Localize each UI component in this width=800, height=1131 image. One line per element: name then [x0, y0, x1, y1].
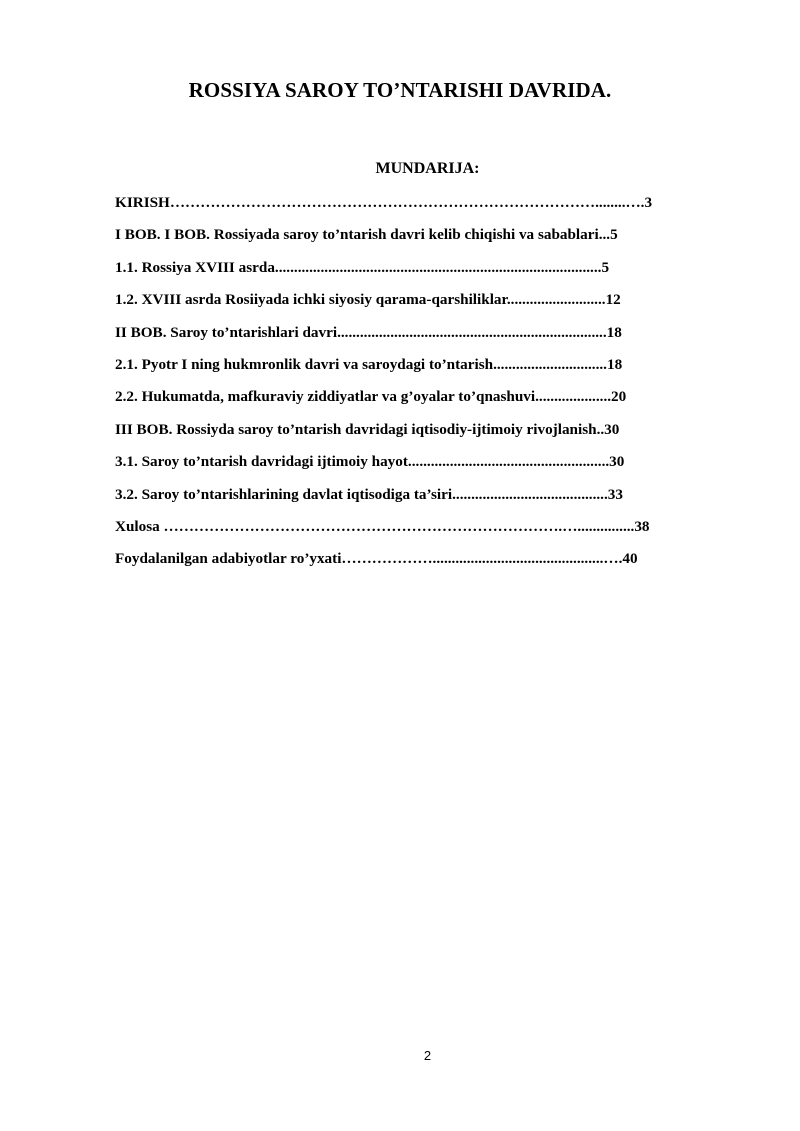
toc-entry-chapter-1: I BOB. I BOB. Rossiyada saroy to’ntarish davri kelib chiqishi va sabablari...5 [115, 226, 618, 244]
toc-entry-bibliography: Foydalanilgan adabiyotlar ro’yxati……………….............................................….40 [115, 550, 638, 568]
toc-entry-section-1-2: 1.2. XVIII asrda Rosiiyada ichki siyosiy qarama-qarshiliklar..........................12 [115, 291, 621, 309]
toc-entry-chapter-2: II BOB. Saroy to’ntarishlari davri.......................................................................18 [115, 323, 622, 341]
toc-heading: MUNDARIJA: [375, 160, 480, 177]
page-number: 2 [423, 1048, 432, 1063]
toc-entry-chapter-3: III BOB. Rossiyda saroy to’ntarish davridagi iqtisodiy-ijtimoiy rivojlanish..30 [115, 420, 620, 438]
toc-entry-introduction: KIRISH…………………………………………………………………………........….3 [115, 194, 653, 211]
toc-entry-conclusion: Xulosa …………………………………………………………………….…...............38 [115, 517, 650, 535]
table-of-contents [115, 193, 742, 582]
toc-entry-section-2-1: 2.1. Pyotr I ning hukmronlik davri va saroydagi to’ntarish..............................18 [115, 355, 623, 373]
toc-entry-section-1-1: 1.1. Rossiya XVIII asrda......................................................................................5 [115, 258, 610, 276]
toc-entry-section-3-1: 3.1. Saroy to’ntarish davridagi ijtimoiy hayot.....................................................30 [115, 453, 625, 471]
toc-entry-section-2-2: 2.2. Hukumatda, mafkuraviy ziddiyatlar va g’oyalar to’qnashuvi....................20 [115, 388, 627, 406]
toc-entry-section-3-2: 3.2. Saroy to’ntarishlarining davlat iqtisodiga ta’siri.........................................33 [115, 485, 623, 503]
document-title: ROSSIYA SAROY TO’NTARISHI DAVRIDA. [188, 78, 612, 102]
